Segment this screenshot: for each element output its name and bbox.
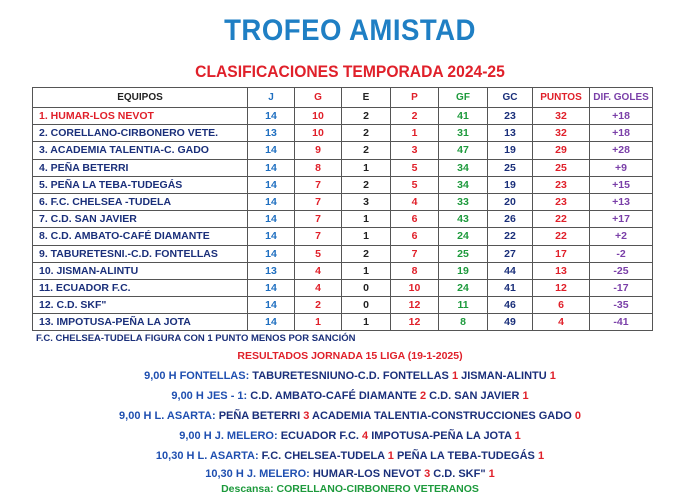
table-row [33, 245, 653, 262]
cell-e: 2 [342, 108, 391, 125]
home-score: 4 [362, 430, 369, 442]
match-result [0, 468, 700, 480]
cell-j: 14 [248, 279, 295, 296]
match-result [0, 370, 700, 382]
cell-gf: 24 [439, 228, 488, 245]
cell-g: 7 [295, 228, 342, 245]
cell-puntos: 22 [533, 211, 590, 228]
home-team: F.C. CHELSEA-TUDELA [261, 450, 385, 462]
cell-puntos: 4 [533, 314, 590, 331]
match-result [0, 390, 700, 402]
cell-puntos: 6 [533, 297, 590, 314]
away-score: 1 [514, 430, 521, 442]
cell-puntos: 17 [533, 245, 590, 262]
cell-puntos: 32 [533, 125, 590, 142]
away-score: 1 [488, 468, 495, 480]
home-score: 3 [424, 468, 431, 480]
table-row [33, 314, 653, 331]
cell-gc: 44 [488, 262, 533, 279]
cell-e: 3 [342, 193, 391, 210]
cell-j: 14 [248, 159, 295, 176]
table-row [33, 125, 653, 142]
cell-j: 14 [248, 193, 295, 210]
col-gf: GF [439, 88, 488, 108]
team-name: 3. ACADEMIA TALENTIA-C. GADO [33, 142, 248, 159]
rest-team: Descansa: CORELLANO-CIRBONERO VETERANOS [221, 483, 479, 495]
home-score: 1 [387, 450, 394, 462]
cell-gf: 31 [439, 125, 488, 142]
match-time: 9,00 H J. MELERO: [179, 430, 278, 442]
cell-gc: 41 [488, 279, 533, 296]
cell-gf: 19 [439, 262, 488, 279]
cell-gc: 26 [488, 211, 533, 228]
cell-gf: 25 [439, 245, 488, 262]
home-team: C.D. AMBATO-CAFÉ DIAMANTE [250, 390, 417, 402]
cell-puntos: 12 [533, 279, 590, 296]
cell-gf: 8 [439, 314, 488, 331]
cell-dif: -25 [590, 262, 653, 279]
match-result [0, 410, 700, 422]
cell-dif: -17 [590, 279, 653, 296]
match-result [0, 450, 700, 462]
cell-g: 10 [295, 125, 342, 142]
cell-p: 6 [391, 211, 439, 228]
away-team: JISMAN-ALINTU [461, 370, 547, 382]
cell-dif: +17 [590, 211, 653, 228]
cell-puntos: 23 [533, 176, 590, 193]
cell-dif: +9 [590, 159, 653, 176]
page-title: TROFEO AMISTAD [224, 14, 476, 47]
cell-p: 10 [391, 279, 439, 296]
cell-gc: 27 [488, 245, 533, 262]
cell-j: 14 [248, 211, 295, 228]
table-row [33, 211, 653, 228]
table-row [33, 262, 653, 279]
team-name: 10. JISMAN-ALINTU [33, 262, 248, 279]
cell-gc: 49 [488, 314, 533, 331]
col-gc: GC [488, 88, 533, 108]
cell-e: 2 [342, 125, 391, 142]
cell-g: 7 [295, 211, 342, 228]
cell-g: 7 [295, 193, 342, 210]
page-subtitle: CLASIFICACIONES TEMPORADA 2024-25 [195, 62, 505, 81]
team-name: 7. C.D. SAN JAVIER [33, 211, 248, 228]
cell-gc: 20 [488, 193, 533, 210]
cell-j: 14 [248, 108, 295, 125]
cell-e: 0 [342, 297, 391, 314]
team-name: 11. ECUADOR F.C. [33, 279, 248, 296]
cell-j: 14 [248, 176, 295, 193]
col-j: J [248, 88, 295, 108]
cell-gf: 24 [439, 279, 488, 296]
cell-g: 10 [295, 108, 342, 125]
cell-gf: 33 [439, 193, 488, 210]
cell-j: 13 [248, 125, 295, 142]
cell-e: 1 [342, 228, 391, 245]
home-score: 2 [419, 390, 427, 402]
cell-p: 2 [391, 108, 439, 125]
match-time: 10,30 H J. MELERO: [205, 468, 310, 480]
cell-p: 6 [391, 228, 439, 245]
cell-p: 7 [391, 245, 439, 262]
table-row [33, 108, 653, 125]
cell-g: 7 [295, 176, 342, 193]
cell-puntos: 22 [533, 228, 590, 245]
table-row [33, 297, 653, 314]
table-header-row [33, 88, 653, 108]
cell-dif: +28 [590, 142, 653, 159]
cell-j: 14 [248, 297, 295, 314]
away-team: PEÑA LA TEBA-TUDEGÁS [396, 450, 535, 462]
cell-gc: 19 [488, 142, 533, 159]
cell-j: 14 [248, 245, 295, 262]
cell-e: 2 [342, 176, 391, 193]
cell-gf: 11 [439, 297, 488, 314]
away-score: 1 [522, 390, 529, 402]
home-team: ECUADOR F.C. [280, 430, 359, 442]
cell-e: 2 [342, 142, 391, 159]
team-name: 8. C.D. AMBATO-CAFÉ DIAMANTE [33, 228, 248, 245]
match-result [0, 430, 700, 442]
team-name: 2. CORELLANO-CIRBONERO VETE. [33, 125, 248, 142]
cell-p: 3 [391, 142, 439, 159]
cell-p: 4 [391, 193, 439, 210]
home-team: PEÑA BETERRI [218, 410, 301, 422]
cell-dif: +2 [590, 228, 653, 245]
cell-p: 5 [391, 176, 439, 193]
cell-p: 8 [391, 262, 439, 279]
cell-gc: 19 [488, 176, 533, 193]
home-team: TABURETESNIUNO-C.D. FONTELLAS [252, 370, 449, 382]
team-name: 6. F.C. CHELSEA -TUDELA [33, 193, 248, 210]
cell-gc: 46 [488, 297, 533, 314]
cell-e: 1 [342, 211, 391, 228]
col-e: E [342, 88, 391, 108]
cell-gf: 47 [439, 142, 488, 159]
away-team: C.D. SKF" [433, 468, 486, 480]
team-name: 4. PEÑA BETERRI [33, 159, 248, 176]
cell-p: 12 [391, 314, 439, 331]
team-name: 1. HUMAR-LOS NEVOT [33, 108, 248, 125]
cell-p: 1 [391, 125, 439, 142]
match-time: 9,00 H L. ASARTA: [119, 410, 216, 422]
home-team: HUMAR-LOS NEVOT [312, 468, 422, 480]
cell-dif: +18 [590, 125, 653, 142]
match-time: 9,00 H JES - 1: [171, 390, 248, 402]
cell-j: 14 [248, 314, 295, 331]
cell-g: 9 [295, 142, 342, 159]
away-team: ACADEMIA TALENTIA-CONSTRUCCIONES GADO [312, 410, 572, 422]
cell-puntos: 13 [533, 262, 590, 279]
cell-j: 14 [248, 142, 295, 159]
away-score: 1 [549, 370, 556, 382]
cell-g: 4 [295, 279, 342, 296]
cell-gf: 34 [439, 159, 488, 176]
col-g: G [295, 88, 342, 108]
cell-dif: -41 [590, 314, 653, 331]
cell-e: 1 [342, 314, 391, 331]
col-p: P [391, 88, 439, 108]
cell-g: 8 [295, 159, 342, 176]
away-score: 1 [537, 450, 545, 462]
cell-e: 1 [342, 262, 391, 279]
away-team: IMPOTUSA-PEÑA LA JOTA [371, 430, 512, 442]
table-row [33, 142, 653, 159]
col-equipos: EQUIPOS [33, 88, 248, 108]
home-score: 1 [451, 370, 459, 382]
standings-table [32, 87, 653, 331]
cell-dif: +13 [590, 193, 653, 210]
cell-puntos: 23 [533, 193, 590, 210]
cell-dif: -2 [590, 245, 653, 262]
cell-gc: 25 [488, 159, 533, 176]
cell-dif: +15 [590, 176, 653, 193]
team-name: 12. C.D. SKF" [33, 297, 248, 314]
cell-g: 5 [295, 245, 342, 262]
cell-gc: 22 [488, 228, 533, 245]
table-row [33, 193, 653, 210]
table-row [33, 176, 653, 193]
cell-p: 12 [391, 297, 439, 314]
cell-j: 14 [248, 228, 295, 245]
cell-gc: 13 [488, 125, 533, 142]
results-title: RESULTADOS JORNADA 15 LIGA (19-1-2025) [237, 350, 463, 362]
cell-e: 2 [342, 245, 391, 262]
col-dif-goles: DIF. GOLES [590, 88, 653, 108]
table-row [33, 228, 653, 245]
match-time: 10,30 H L. ASARTA: [155, 450, 259, 462]
col-puntos: PUNTOS [533, 88, 590, 108]
team-name: 5. PEÑA LA TEBA-TUDEGÁS [33, 176, 248, 193]
team-name: 9. TABURETESNI.-C.D. FONTELLAS [33, 245, 248, 262]
cell-gf: 43 [439, 211, 488, 228]
cell-puntos: 32 [533, 108, 590, 125]
home-score: 3 [303, 410, 310, 422]
table-row [33, 279, 653, 296]
table-row [33, 159, 653, 176]
cell-e: 0 [342, 279, 391, 296]
cell-g: 4 [295, 262, 342, 279]
cell-gf: 41 [439, 108, 488, 125]
cell-g: 1 [295, 314, 342, 331]
sanction-note: F.C. CHELSEA-TUDELA FIGURA CON 1 PUNTO MENOS POR SANCIÓN [36, 333, 356, 344]
away-score: 0 [574, 410, 581, 422]
cell-j: 13 [248, 262, 295, 279]
cell-g: 2 [295, 297, 342, 314]
team-name: 13. IMPOTUSA-PEÑA LA JOTA [33, 314, 248, 331]
cell-gc: 23 [488, 108, 533, 125]
cell-dif: +18 [590, 108, 653, 125]
cell-dif: -35 [590, 297, 653, 314]
cell-puntos: 25 [533, 159, 590, 176]
match-time: 9,00 H FONTELLAS: [144, 370, 250, 382]
cell-p: 5 [391, 159, 439, 176]
cell-e: 1 [342, 159, 391, 176]
away-team: C.D. SAN JAVIER [429, 390, 520, 402]
cell-puntos: 29 [533, 142, 590, 159]
cell-gf: 34 [439, 176, 488, 193]
